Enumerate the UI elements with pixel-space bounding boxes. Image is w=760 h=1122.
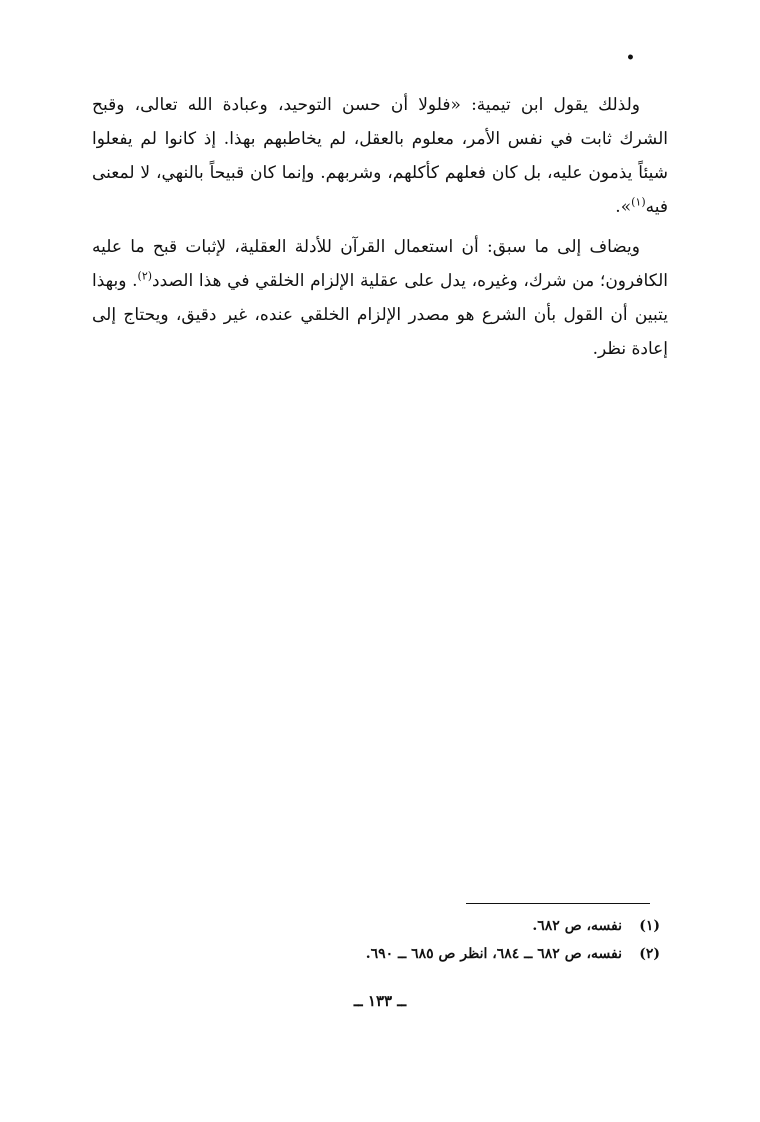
footnote-1 — [180, 912, 660, 940]
footnotes — [180, 912, 660, 968]
paragraph-2-body: ويضاف إلى ما سبق: أن استعمال القرآن للأدلة العقلية، لإثبات قبح ما عليه الكافرون؛ من شرك، وغيره، يدل على عقلية الإلزام الخلقي في هذا الصدد — [92, 237, 668, 291]
footnote-1-number: (١) — [639, 918, 660, 934]
paragraph-1 — [92, 88, 668, 224]
footnote-ref-2: (٢) — [137, 269, 153, 283]
paragraph-1-body: ولذلك يقول ابن تيمية: «فلولا أن حسن التوحيد، وعبادة الله تعالى، وقبح الشرك ثابت في نفس الأمر، معلوم بالعقل، لم يخاطبهم بهذا. إذ كانوا لم يفعلوا شيئاً يذمون عليه، بل كان فعلهم كأكلهم، وشربهم. وإنما كان قبيحاً بالنهي، لا لمعنى فيه — [92, 95, 668, 217]
corner-mark: • — [626, 50, 635, 66]
footnote-2 — [180, 940, 660, 968]
paragraph-2-text — [92, 230, 668, 366]
page-number: ــ ١٣٣ ــ — [353, 992, 407, 1010]
footnote-2-text: نفسه، ص ٦٨٢ ــ ٦٨٤، انظر ص ٦٨٥ ــ ٦٩٠. — [365, 946, 622, 962]
footnote-ref-1: (١) — [631, 195, 646, 209]
footnote-1-text: نفسه، ص ٦٨٢. — [532, 918, 622, 934]
footnote-divider — [466, 903, 650, 904]
paragraph-1-tail: ». — [615, 197, 632, 217]
footnote-2-number: (٢) — [639, 946, 660, 962]
paragraph-2 — [92, 230, 668, 366]
paragraph-1-text — [92, 88, 668, 224]
paragraph-2-tail: . وبهذا يتبين أن القول بأن الشرع هو مصدر الإلزام الخلقي عنده، غير دقيق، ويحتاج إلى إعادة نظر. — [92, 271, 668, 359]
